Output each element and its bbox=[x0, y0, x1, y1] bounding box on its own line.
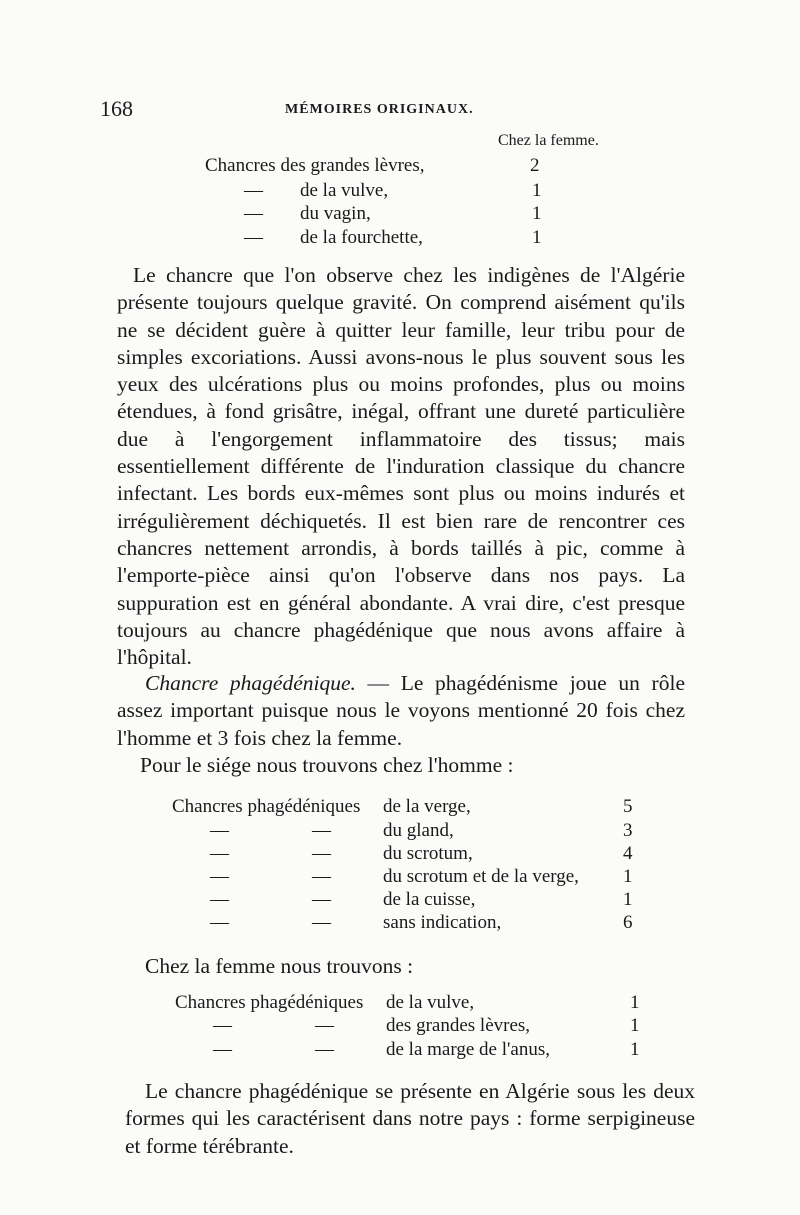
ditto-mark: — bbox=[244, 180, 263, 201]
table-row-location: de la cuisse, bbox=[383, 889, 476, 910]
ditto-mark: — bbox=[244, 227, 263, 248]
paragraph-chancre-phagedenique bbox=[117, 670, 685, 752]
table-row-value: 1 bbox=[532, 180, 542, 201]
ditto-mark: — bbox=[312, 820, 331, 841]
table-row-value: 1 bbox=[623, 866, 633, 887]
table-row-location: du gland, bbox=[383, 820, 454, 841]
ditto-mark: — bbox=[210, 912, 229, 933]
paragraph-chancre-indigenes bbox=[117, 262, 685, 671]
table-row-value: 1 bbox=[623, 889, 633, 910]
table-row-value: 1 bbox=[630, 992, 640, 1013]
paragraph-chez-la-femme bbox=[145, 953, 685, 980]
ditto-mark: — bbox=[312, 889, 331, 910]
ditto-mark: — bbox=[213, 1015, 232, 1036]
ditto-mark: — bbox=[213, 1039, 232, 1060]
paragraph-text: Le chancre phagédénique se présente en Algérie sous les deux formes qui les caractérisent dans notre pays : forme serpigineuse et forme térébrante. bbox=[125, 1079, 695, 1158]
page-number: 168 bbox=[100, 96, 133, 121]
ditto-mark: — bbox=[210, 866, 229, 887]
paragraph-formes bbox=[125, 1078, 695, 1160]
table-row-label: de la fourchette, bbox=[300, 227, 423, 248]
paragraph-text: Pour le siége nous trouvons chez l'homme : bbox=[140, 753, 514, 777]
italic-lead: Chancre phagédénique. bbox=[145, 671, 356, 695]
page-header bbox=[100, 96, 700, 126]
table-row-location: de la marge de l'anus, bbox=[386, 1039, 550, 1060]
ditto-mark: — bbox=[210, 843, 229, 864]
ditto-mark: — bbox=[315, 1015, 334, 1036]
column-header: Chez la femme. bbox=[498, 132, 599, 149]
table-row-value: 1 bbox=[532, 227, 542, 248]
table-row-label: Chancres phagédéniques bbox=[172, 796, 361, 817]
table-row-value: 1 bbox=[630, 1015, 640, 1036]
table-row-value: 1 bbox=[630, 1039, 640, 1060]
paragraph-text: Chez la femme nous trouvons : bbox=[145, 954, 414, 978]
table-row-label: du vagin, bbox=[300, 203, 371, 224]
table-row-label: Chancres phagédéniques bbox=[175, 992, 364, 1013]
paragraph-body: — Le phagédénisme joue un rôle assez important puisque nous le voyons mentionné 20 fois chez l'homme et 3 fois chez la femme. bbox=[117, 671, 685, 750]
table-row-location: de la verge, bbox=[383, 796, 471, 817]
running-title: MÉMOIRES ORIGINAUX. bbox=[285, 102, 474, 117]
table-row-value: 4 bbox=[623, 843, 633, 864]
ditto-mark: — bbox=[312, 912, 331, 933]
table-row-value: 6 bbox=[623, 912, 633, 933]
table-row-location: sans indication, bbox=[383, 912, 502, 933]
ditto-mark: — bbox=[244, 203, 263, 224]
table-row-label: Chancres des grandes lèvres, bbox=[205, 155, 425, 176]
table-row-value: 2 bbox=[530, 155, 540, 176]
paragraph-siege-homme bbox=[117, 752, 685, 779]
ditto-mark: — bbox=[210, 820, 229, 841]
paragraph-text: Le chancre que l'on observe chez les indigènes de l'Algérie présente toujours quelque gravité. On comprend aisément qu'ils ne se décident guère à quitter leur famille, leur tribu pour de simples excoriations. Aussi avons-nous le plus souvent sous les yeux des ulcérations plus ou moins profondes, plus ou moins étendues, à fond grisâtre, inégal, offrant une dureté particulière due à l'engorgement inflammatoire des tissus; mais essentiellement différente de l'induration classique du chancre infectant. Les bords eux-mêmes sont plus ou moins indurés et irrégulièrement déchiquetés. Il est bien rare de rencontrer ces chancres nettement arrondis, à bords taillés à pic, comme à l'emporte-pièce ainsi qu'on l'observe dans nos pays. La suppuration est en général abondante. A vrai dire, c'est presque toujours au chancre phagédénique que nous avons affaire à l'hôpital. bbox=[117, 263, 685, 670]
table-row-value: 5 bbox=[623, 796, 633, 817]
ditto-mark: — bbox=[315, 1039, 334, 1060]
table-row-value: 1 bbox=[532, 203, 542, 224]
ditto-mark: — bbox=[210, 889, 229, 910]
table-row-location: de la vulve, bbox=[386, 992, 475, 1013]
ditto-mark: — bbox=[312, 866, 331, 887]
table-row-location: du scrotum et de la verge, bbox=[383, 866, 579, 887]
ditto-mark: — bbox=[312, 843, 331, 864]
table-row-label: de la vulve, bbox=[300, 180, 389, 201]
paragraph-text bbox=[117, 670, 685, 752]
table-row-value: 3 bbox=[623, 820, 633, 841]
table-row-location: du scrotum, bbox=[383, 843, 473, 864]
table-row-location: des grandes lèvres, bbox=[386, 1015, 531, 1036]
